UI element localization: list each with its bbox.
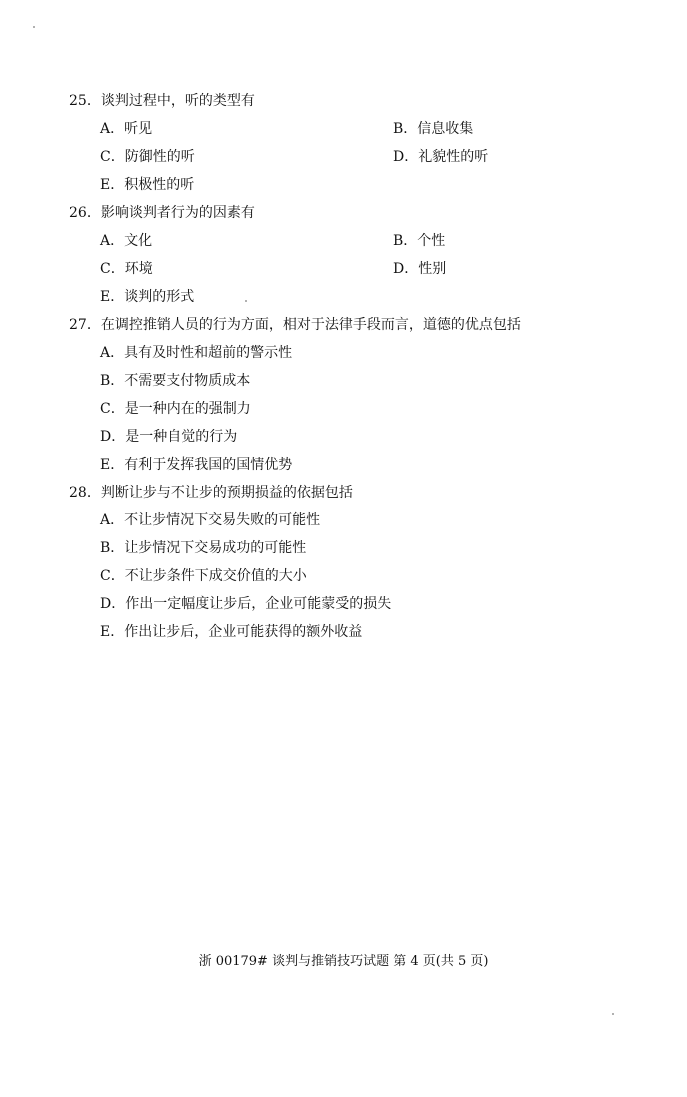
question-28-option-a: A．不让步情况下交易失败的可能性 <box>100 512 321 528</box>
question-27-stem: 27．在调控推销人员的行为方面，相对于法律手段而言，道德的优点包括 <box>69 317 521 333</box>
question-25-option-c: C．防御性的听 <box>100 149 195 165</box>
page-footer: 浙 00179# 谈判与推销技巧试题 第 4 页(共 5 页) <box>198 954 489 969</box>
question-25-option-a: A．听见 <box>100 121 153 137</box>
question-26-option-d: D．性别 <box>393 261 447 277</box>
question-27-option-d: D．是一种自觉的行为 <box>100 429 238 445</box>
scan-speck <box>245 300 247 302</box>
question-26-option-a: A．文化 <box>100 233 153 249</box>
question-27-option-e: E．有利于发挥我国的国情优势 <box>100 457 293 473</box>
question-25-option-e: E．积极性的听 <box>100 177 195 193</box>
question-25-stem: 25．谈判过程中，听的类型有 <box>69 93 255 109</box>
question-28-option-b: B．让步情况下交易成功的可能性 <box>100 540 307 556</box>
scan-speck <box>612 1013 614 1015</box>
question-26-stem: 26．影响谈判者行为的因素有 <box>69 205 255 221</box>
question-27-option-b: B．不需要支付物质成本 <box>100 373 251 389</box>
scan-speck <box>33 26 35 28</box>
question-27-option-a: A．具有及时性和超前的警示性 <box>100 345 293 361</box>
question-28-option-e: E．作出让步后，企业可能获得的额外收益 <box>100 624 363 640</box>
question-27-option-c: C．是一种内在的强制力 <box>100 401 251 417</box>
question-25-option-d: D．礼貌性的听 <box>393 149 489 165</box>
question-28-option-d: D．作出一定幅度让步后，企业可能蒙受的损失 <box>100 596 392 612</box>
question-25-option-b: B．信息收集 <box>393 121 474 137</box>
question-26-option-e: E．谈判的形式 <box>100 289 195 305</box>
question-26-option-c: C．环境 <box>100 261 153 277</box>
question-28-stem: 28．判断让步与不让步的预期损益的依据包括 <box>69 485 353 501</box>
question-28-option-c: C．不让步条件下成交价值的大小 <box>100 568 307 584</box>
question-26-option-b: B．个性 <box>393 233 446 249</box>
